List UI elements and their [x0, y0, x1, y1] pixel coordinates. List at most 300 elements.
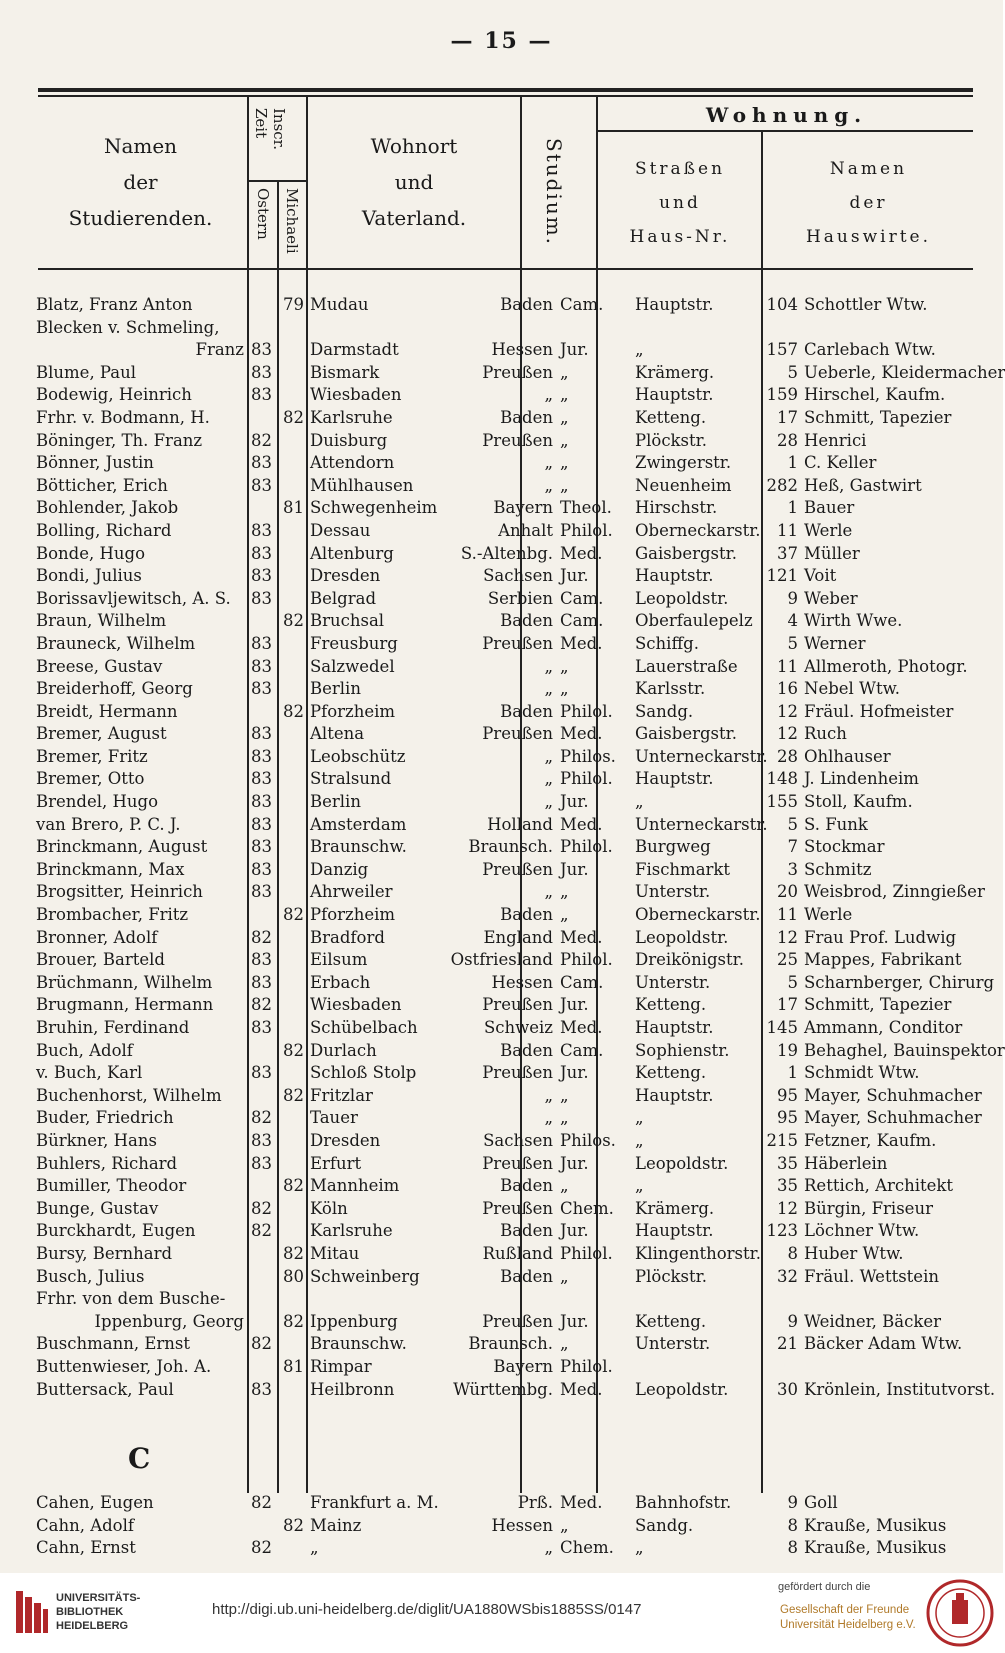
- cell-no: 12: [777, 724, 798, 744]
- cell-name: Bremer, Fritz: [36, 746, 148, 766]
- wohnung-header: Wohnung.: [705, 103, 868, 127]
- table-row: [36, 723, 976, 746]
- cell-street: Oberfaulepelz: [635, 611, 753, 631]
- cell-name: Busch, Julius: [36, 1266, 145, 1286]
- document-url[interactable]: http://digi.ub.uni-heidelberg.de/diglit/UA1880WSbis1885SS/0147: [212, 1601, 642, 1618]
- cell-street: Zwingerstr.: [635, 453, 732, 473]
- cell-no: 148: [766, 769, 798, 789]
- names-header-line: Namen: [103, 134, 178, 158]
- cell-study: Philol.: [560, 1243, 613, 1263]
- cell-name: Bohlender, Jakob: [36, 498, 179, 518]
- cell-street: Hauptstr.: [635, 1018, 714, 1037]
- cell-name: Breiderhoff, Georg: [36, 679, 193, 699]
- cell-no: 9: [787, 1493, 798, 1512]
- cell-host: Schmitz: [804, 859, 872, 879]
- library-name-line: UNIVERSITÄTS-: [56, 1592, 141, 1604]
- cell-land: „: [544, 1085, 553, 1105]
- cell-street: Oberneckarstr.: [635, 520, 761, 540]
- cell-host: Nebel Wtw.: [804, 679, 901, 699]
- cell-name: Bonde, Hugo: [36, 543, 146, 563]
- cell-o: 82: [251, 1538, 272, 1558]
- cell-street: Hauptstr.: [635, 385, 714, 405]
- cell-street: Leopoldstr.: [635, 1379, 729, 1399]
- cell-street: Unterneckarstr.: [635, 814, 768, 834]
- cell-o: 83: [251, 724, 272, 744]
- cell-host: Goll: [804, 1493, 838, 1512]
- cell-no: 8: [787, 1538, 798, 1558]
- cell-no: 9: [787, 588, 798, 608]
- cell-o: 83: [251, 1153, 272, 1173]
- cell-name: Breese, Gustav: [36, 656, 163, 676]
- cell-host: Werner: [804, 633, 866, 653]
- cell-name: Blecken v. Schmeling,: [36, 317, 220, 337]
- cell-name: Frhr. v. Bodmann, H.: [36, 407, 210, 427]
- cell-o: 83: [251, 362, 272, 382]
- cell-no: 37: [777, 543, 798, 563]
- cell-host: Hirschel, Kaufm.: [804, 385, 946, 405]
- cell-no: 8: [787, 1243, 798, 1263]
- cell-name: van Brero, P. C. J.: [36, 814, 181, 834]
- cell-land: Baden: [500, 1040, 553, 1060]
- cell-study: Cam.: [560, 611, 604, 631]
- cell-study: Med.: [560, 633, 603, 653]
- header-bottom-rule: [38, 268, 973, 270]
- library-name: [56, 1591, 140, 1633]
- table-row: [36, 701, 976, 724]
- cell-no: 21: [777, 1334, 798, 1354]
- cell-land: Preußen: [482, 633, 553, 653]
- cell-land: Preußen: [482, 724, 553, 744]
- strassen-header-line: und: [659, 193, 701, 213]
- cell-host: Mappes, Fabrikant: [804, 950, 962, 970]
- cell-no: 11: [777, 656, 798, 676]
- cell-host: Stoll, Kaufm.: [804, 792, 913, 812]
- cell-o: 83: [251, 1379, 272, 1399]
- cell-host: Krauße, Musikus: [804, 1515, 947, 1535]
- table-row: [36, 949, 976, 972]
- cell-land: England: [483, 927, 553, 947]
- cell-no: 155: [766, 792, 798, 812]
- cell-m: 82: [283, 701, 304, 721]
- cell-no: 121: [766, 566, 798, 586]
- cell-host: Bäcker Adam Wtw.: [804, 1334, 963, 1354]
- table-row: [36, 1062, 976, 1085]
- cell-host: Huber Wtw.: [804, 1243, 904, 1263]
- top-thin-rule: [38, 95, 973, 97]
- cell-host: Ruch: [804, 724, 847, 744]
- cell-land: Hessen: [491, 340, 553, 360]
- cell-o: 83: [251, 1130, 272, 1150]
- cell-no: 157: [766, 340, 798, 360]
- cell-m: 81: [283, 498, 304, 518]
- cell-street: Neuenheim: [635, 475, 732, 495]
- cell-name: Bötticher, Erich: [36, 475, 168, 495]
- cell-study: Philol.: [560, 837, 613, 857]
- cell-m: 82: [283, 1311, 304, 1331]
- michaeli-header: Michaeli: [283, 188, 301, 254]
- cell-o: 83: [251, 814, 272, 834]
- cell-land: Braunsch.: [468, 837, 553, 857]
- table-row: [36, 1515, 976, 1538]
- cell-no: 1: [787, 453, 798, 473]
- cell-name: Cahn, Ernst: [36, 1538, 136, 1558]
- cell-host: Ammann, Conditor: [804, 1018, 963, 1037]
- cell-place: Wiesbaden: [310, 385, 402, 405]
- cell-m: 81: [283, 1356, 304, 1376]
- cell-street: Schiffg.: [635, 633, 699, 653]
- cell-host: Voit: [804, 566, 837, 586]
- cell-host: Müller: [804, 543, 860, 563]
- cell-m: 79: [283, 295, 304, 314]
- cell-study: Philol.: [560, 950, 613, 970]
- cell-street: Plöckstr.: [635, 430, 707, 450]
- studium-header: Studium.: [542, 138, 566, 247]
- table-row: [36, 1243, 976, 1266]
- cell-street: Hauptstr.: [635, 566, 714, 586]
- strassen-header-line: Haus-Nr.: [629, 227, 731, 247]
- cell-o: 83: [251, 385, 272, 405]
- cell-street: Plöckstr.: [635, 1266, 707, 1286]
- cell-o: 83: [251, 588, 272, 608]
- table-row: [36, 1266, 976, 1289]
- cell-no: 20: [777, 882, 798, 902]
- cell-no: 19: [777, 1040, 798, 1060]
- table-row: [36, 1175, 976, 1198]
- strassen-header: [600, 152, 760, 254]
- cell-street: „: [635, 1538, 644, 1558]
- cell-no: 123: [766, 1221, 798, 1241]
- cell-place: Eilsum: [310, 950, 368, 970]
- cell-o: 83: [251, 679, 272, 699]
- cell-street: Unterstr.: [635, 1334, 711, 1354]
- table-row: [36, 452, 976, 475]
- cell-name: Brogsitter, Heinrich: [36, 882, 203, 902]
- cell-name: Blatz, Franz Anton: [36, 295, 193, 314]
- cell-no: 17: [777, 995, 798, 1015]
- cell-no: 215: [766, 1130, 798, 1150]
- cell-name: Cahn, Adolf: [36, 1515, 135, 1535]
- wohnung-rule: [598, 130, 973, 132]
- cell-land: Preußen: [482, 1063, 553, 1083]
- cell-o: 82: [251, 1334, 272, 1354]
- cell-land: Ostfriesland: [450, 950, 553, 970]
- cell-land: Württembg.: [453, 1379, 553, 1399]
- cell-study: Jur.: [560, 1311, 589, 1331]
- cell-place: Dresden: [310, 566, 381, 586]
- cell-place: Köln: [310, 1198, 348, 1218]
- cell-name: Buttenwieser, Joh. A.: [36, 1356, 212, 1376]
- cell-land: Preußen: [482, 1153, 553, 1173]
- cell-place: Dessau: [310, 520, 371, 540]
- cell-m: 82: [283, 1515, 304, 1535]
- cell-o: 82: [251, 1198, 272, 1218]
- cell-study: „: [560, 656, 569, 676]
- cell-place: Altenburg: [310, 543, 394, 563]
- table-row: [36, 746, 976, 769]
- cell-o: 83: [251, 769, 272, 789]
- cell-street: Hirschstr.: [635, 498, 718, 518]
- table-row: [36, 362, 1005, 385]
- cell-study: „: [560, 407, 569, 427]
- table-row: [36, 1379, 996, 1402]
- cell-land: Preußen: [482, 1198, 553, 1218]
- section-letter: C: [128, 1442, 151, 1475]
- cell-place: Karlsruhe: [310, 407, 393, 427]
- cell-study: Med.: [560, 1379, 603, 1399]
- cell-study: Jur.: [560, 1221, 589, 1241]
- cell-land: „: [544, 1538, 553, 1558]
- cell-land: Baden: [500, 701, 553, 721]
- cell-m: 80: [283, 1266, 304, 1286]
- table-row: [36, 1356, 976, 1379]
- cell-host: Löchner Wtw.: [804, 1221, 920, 1241]
- cell-host: Bauer: [804, 498, 855, 518]
- cell-o: 82: [251, 995, 272, 1015]
- cell-place: Pforzheim: [310, 905, 396, 925]
- cell-host: S. Funk: [804, 814, 868, 834]
- cell-street: Leopoldstr.: [635, 1153, 729, 1173]
- table-row: [36, 497, 976, 520]
- cell-o: 82: [251, 927, 272, 947]
- cell-no: 8: [787, 1515, 798, 1535]
- cell-place: Mitau: [310, 1243, 360, 1263]
- cell-land: Baden: [500, 611, 553, 631]
- cell-place: Mudau: [310, 295, 369, 314]
- cell-name: Brinckmann, Max: [36, 859, 185, 879]
- table-row: [36, 1107, 982, 1130]
- cell-no: 9: [787, 1311, 798, 1331]
- table-row: [36, 1040, 1005, 1063]
- cell-study: „: [560, 1334, 569, 1354]
- cell-place: Erfurt: [310, 1153, 362, 1173]
- cell-place: Bruchsal: [310, 611, 385, 631]
- cell-name: Bumiller, Theodor: [36, 1176, 187, 1196]
- cell-place: Schloß Stolp: [310, 1063, 417, 1083]
- cell-name: Bunge, Gustav: [36, 1198, 159, 1218]
- cell-place: Ippenburg: [310, 1311, 398, 1331]
- cell-name: Buschmann, Ernst: [36, 1334, 190, 1354]
- cell-land: „: [544, 882, 553, 902]
- table-row: [36, 1311, 976, 1334]
- table-row: [36, 1085, 982, 1108]
- table-row: [36, 1537, 976, 1560]
- cell-no: 25: [777, 950, 798, 970]
- cell-host: Fräul. Hofmeister: [804, 701, 954, 721]
- cell-street: Hauptstr.: [635, 1085, 714, 1105]
- cell-o: 83: [251, 972, 272, 992]
- cell-street: Ketteng.: [635, 407, 707, 427]
- cell-name: Cahen, Eugen: [36, 1493, 154, 1512]
- cell-study: „: [560, 430, 569, 450]
- cell-land: Preußen: [482, 995, 553, 1015]
- hauswirte-header-line: Hauswirte.: [805, 227, 932, 247]
- cell-name: Brombacher, Fritz: [36, 905, 189, 925]
- cell-no: 5: [787, 814, 798, 834]
- cell-study: Philol.: [560, 1356, 613, 1376]
- cell-land: Sachsen: [483, 1130, 553, 1150]
- cell-street: Sandg.: [635, 701, 694, 721]
- cell-name: Bürkner, Hans: [36, 1130, 157, 1150]
- cell-name: Bremer, August: [36, 724, 167, 744]
- cell-land: „: [544, 679, 553, 699]
- cell-name: Bondi, Julius: [36, 566, 142, 586]
- sponsor-name: [780, 1603, 916, 1633]
- cell-study: Cam.: [560, 588, 604, 608]
- cell-study: „: [560, 1176, 569, 1196]
- cell-name: Bursy, Bernhard: [36, 1243, 173, 1263]
- cell-name: Buttersack, Paul: [36, 1379, 174, 1399]
- cell-study: Jur.: [560, 859, 589, 879]
- table-row: [36, 565, 976, 588]
- cell-place: Schweinberg: [310, 1266, 420, 1286]
- cell-place: Mannheim: [310, 1176, 400, 1196]
- table-row: [36, 475, 976, 498]
- cell-land: „: [544, 769, 553, 789]
- cell-name: Brinckmann, August: [36, 837, 208, 857]
- names-header-line: Studierenden.: [68, 206, 213, 230]
- cell-place: Duisburg: [310, 430, 388, 450]
- cell-land: Baden: [500, 1266, 553, 1286]
- cell-name: Brüchmann, Wilhelm: [36, 972, 213, 992]
- cell-study: Philos.: [560, 1130, 616, 1150]
- cell-street: „: [635, 340, 644, 360]
- cell-o: 82: [251, 1221, 272, 1241]
- cell-host: Ohlhauser: [804, 746, 891, 766]
- cell-study: Cam.: [560, 1040, 604, 1060]
- cell-no: 4: [787, 611, 798, 631]
- cell-street: „: [635, 1130, 644, 1150]
- cell-name: Brauneck, Wilhelm: [36, 633, 196, 653]
- cell-no: 30: [777, 1379, 798, 1399]
- wohnort-header-line: Wohnort: [370, 134, 458, 158]
- cell-no: 35: [777, 1176, 798, 1196]
- cell-street: Burgweg: [635, 837, 711, 857]
- cell-study: „: [560, 362, 569, 382]
- cell-land: Baden: [500, 1176, 553, 1196]
- cell-street: Krämerg.: [635, 1198, 715, 1218]
- cell-host: Schmidt Wtw.: [804, 1063, 920, 1083]
- cell-study: Cam.: [560, 972, 604, 992]
- cell-street: Hauptstr.: [635, 769, 714, 789]
- cell-o: 83: [251, 746, 272, 766]
- cell-no: 1: [787, 498, 798, 518]
- cell-no: 12: [777, 927, 798, 947]
- cell-study: Theol.: [560, 498, 612, 518]
- cell-street: Bahnhofstr.: [635, 1493, 732, 1512]
- cell-place: Durlach: [310, 1040, 377, 1060]
- cell-o: 82: [251, 430, 272, 450]
- cell-study: „: [560, 905, 569, 925]
- cell-land: Baden: [500, 905, 553, 925]
- cell-street: Ketteng.: [635, 995, 707, 1015]
- cell-place: Berlin: [310, 679, 361, 699]
- cell-study: Philol.: [560, 701, 613, 721]
- cell-host: Rettich, Architekt: [804, 1176, 954, 1196]
- cell-no: 17: [777, 407, 798, 427]
- table-row: [36, 859, 976, 882]
- cell-no: 28: [777, 430, 798, 450]
- hauswirte-header: [764, 152, 973, 254]
- cell-no: 159: [766, 385, 798, 405]
- cell-place: Bismark: [310, 362, 380, 382]
- cell-no: 145: [766, 1018, 798, 1037]
- cell-no: 16: [777, 679, 798, 699]
- table-row: [36, 904, 976, 927]
- cell-place: Mainz: [310, 1515, 362, 1535]
- cell-land: „: [544, 746, 553, 766]
- cell-land: „: [544, 656, 553, 676]
- cell-land: Sachsen: [483, 566, 553, 586]
- cell-street: Leopoldstr.: [635, 588, 729, 608]
- cell-land: Bayern: [493, 1356, 553, 1376]
- cell-study: Med.: [560, 1018, 603, 1037]
- cell-m: 82: [283, 1040, 304, 1060]
- cell-host: Heß, Gastwirt: [804, 475, 922, 495]
- cell-study: Chem.: [560, 1538, 614, 1558]
- cell-study: Med.: [560, 927, 603, 947]
- cell-land: Preußen: [482, 430, 553, 450]
- table-row: [36, 430, 976, 453]
- cell-name: Bruhin, Ferdinand: [36, 1018, 190, 1037]
- cell-land: S.-Altenbg.: [460, 543, 553, 563]
- cell-o: 83: [251, 837, 272, 857]
- cell-m: 82: [283, 905, 304, 925]
- cell-street: Karlsstr.: [635, 679, 706, 699]
- table-row: [36, 1153, 976, 1176]
- student-list: [36, 294, 1005, 1401]
- cell-name: Brugmann, Hermann: [36, 995, 214, 1015]
- cell-study: Jur.: [560, 1153, 589, 1173]
- cell-o: 83: [251, 1063, 272, 1083]
- sponsor-name-line: Gesellschaft der Freunde: [780, 1604, 910, 1616]
- cell-host: Schmitt, Tapezier: [804, 407, 952, 427]
- cell-street: Klingenthorstr.: [635, 1243, 761, 1263]
- table-row: [36, 994, 976, 1017]
- cell-name: Buchenhorst, Wilhelm: [36, 1085, 222, 1105]
- library-name-line: BIBLIOTHEK: [56, 1606, 124, 1618]
- cell-place: Pforzheim: [310, 701, 396, 721]
- cell-street: Lauerstraße: [635, 656, 738, 676]
- cell-host: Weidner, Bäcker: [804, 1311, 942, 1331]
- cell-place: Braunschw.: [310, 837, 407, 857]
- table-row: [36, 1333, 976, 1356]
- cell-no: 12: [777, 1198, 798, 1218]
- cell-m: 82: [283, 1176, 304, 1196]
- sponsor-label: gefördert durch die: [778, 1581, 871, 1593]
- cell-study: Jur.: [560, 792, 589, 812]
- cell-no: 7: [787, 837, 798, 857]
- table-row: [36, 384, 976, 407]
- table-row: [36, 972, 995, 995]
- cell-host: Stockmar: [804, 837, 885, 857]
- cell-study: „: [560, 475, 569, 495]
- table-row: [36, 768, 976, 791]
- wohnort-header-line: und: [394, 170, 434, 194]
- cell-o: 83: [251, 792, 272, 812]
- cell-place: Dresden: [310, 1130, 381, 1150]
- cell-m: 82: [283, 611, 304, 631]
- names-header: [38, 128, 243, 236]
- table-row: [36, 656, 976, 679]
- table-row: [36, 633, 976, 656]
- table-row: [36, 520, 976, 543]
- cell-name: Brouer, Barteld: [36, 950, 165, 970]
- cell-name: Braun, Wilhelm: [36, 611, 167, 631]
- cell-study: Jur.: [560, 340, 589, 360]
- cell-place: Stralsund: [310, 769, 392, 789]
- cell-place: Karlsruhe: [310, 1221, 393, 1241]
- cell-o: 83: [251, 566, 272, 586]
